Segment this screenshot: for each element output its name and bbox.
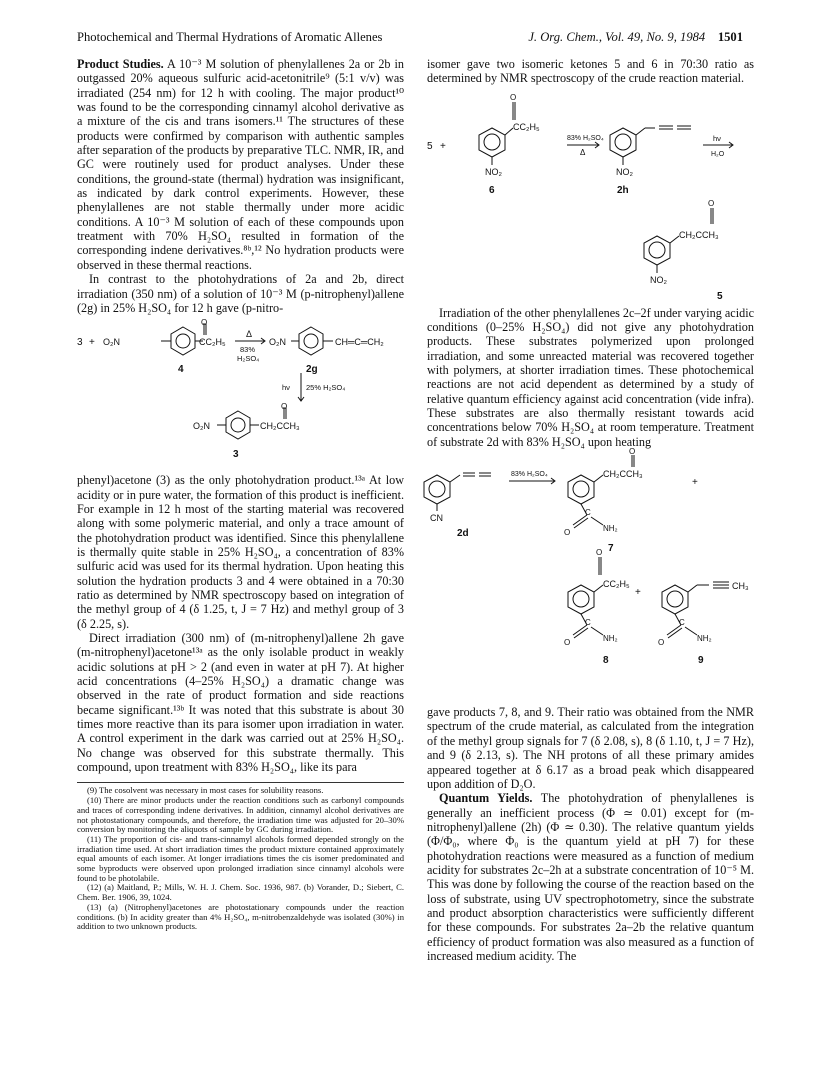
scheme-3-drawing [427, 447, 754, 701]
nitro-group: O₂N [103, 337, 120, 348]
carbonyl-oxygen: O [596, 548, 603, 558]
acid-condition: 83% H₂SO₄ [511, 471, 548, 479]
scheme-1 [77, 318, 404, 469]
nitro-group: O₂N [269, 337, 286, 348]
compound-6-label: 6 [489, 184, 495, 196]
carbonyl-oxygen: O [510, 92, 517, 102]
plus-sign: + [440, 140, 446, 152]
journal-citation: J. Org. Chem., Vol. 49, No. 9, 1984 [528, 30, 706, 44]
benzene-ring [424, 475, 450, 504]
left-column [77, 57, 404, 932]
paragraph-quantum-yields [427, 791, 754, 963]
nitrile-group: CN [430, 513, 443, 524]
carbonyl-oxygen: O [629, 447, 636, 457]
hv-symbol: hν [713, 133, 721, 143]
benzene-ring [568, 475, 594, 504]
benzene-ring [226, 411, 250, 439]
plus-sign: + [692, 477, 698, 489]
propanoyl-group: CC₂H₅ [199, 337, 226, 348]
amide-nh2: NH₂ [697, 634, 712, 644]
benzene-ring [171, 327, 195, 355]
hv-symbol: hν [282, 383, 290, 393]
section-heading: Product Studies. [77, 57, 164, 71]
running-header [77, 30, 743, 48]
paragraph-products-789: gave products 7, 8, and 9. Their ratio was obtained from the NMR spectrum of the crude material, as calculated from the integration of the methyl group signals for 7 (δ 2.08, s), 8 (δ 1.10, t, J = 7 Hz), and 9 (δ 2.13, s). The NH protons of all these primary amides appeared together at δ 6.17 as a broad peak which disappeared upon addition of D₂O. [427, 705, 754, 791]
scheme-3 [427, 447, 754, 701]
allene-group: CH═C═CH₂ [335, 337, 384, 348]
paragraph-text: A 10⁻³ M solution of phenylallenes 2a or 2b in outgassed 20% aqueous sulfuric acid-acetonitrile⁹ (5:1 v/v) was irradiated (254 nm) for 12 h with cooling. The major product¹⁰ was found to be the corresponding cinnamyl alcohol derivative as a mixture of the cis and trans isomers.¹¹ The structures of these products were confirmed by comparison with authentic samples after separation of the products by preparative TLC. NMR, IR, and GC were routinely used for product analyses. Under these conditions, the ground-state (thermal) hydration was insignificant, as indicated by dark control experiments. However, these phenylallenes are not stable thermally under more acidic conditions. A 10⁻³ M solution of each of these compounds upon treatment with 70% H₂SO₄ resulted in formation of the corresponding indene derivatives.⁸ᵇ,¹² No hydration products were observed in these thermal reactions. [77, 57, 405, 272]
section-heading: Quantum Yields. [439, 791, 533, 806]
paragraph-acetone-product: phenyl)acetone (3) as the only photohydration product.¹³ᵃ At low acidity or in pure water, the formation of this product is inefficient. For example in 12 h most of the starting material was recovered along with some polymeric material, and only a trace amount of the photohydration product was identified. Since this phenylallene is thermally quite stable in 25% H₂SO₄, a concentration of 83% sulfuric acid was used for its thermal hydration. Upon heating this solution the hydration products 3 and 4 were obtained in a 70:30 ratio as determined by NMR spectroscopy based on integration of the methyl group of 4 (δ 1.25, t, J = 7 Hz) and methyl group of 3 (δ 2.25, s). [77, 473, 404, 631]
compound-3-label: 3 [77, 337, 83, 349]
acetonyl-group: CH₂CCH₃ [260, 421, 300, 432]
footnote-13: (13) (a) (Nitrophenyl)acetones are photostationary compounds under the reaction conditions. (b) In acidity greater than 4% H₂SO₄, m-nitrobenzaldehyde was isolated (30%) in addition to two unknown products. [77, 901, 404, 932]
footnote-10: (10) There are minor products under the reaction conditions such as carbonyl compounds and traces of corresponding indene derivatives. In addition, cinnamyl alcohol derivatives are not photostationary compounds, and therefore, the irradiation time was adjusted for 20–30% conversion by monitoring the aliquots of sample by GC during irradiation. [77, 795, 404, 835]
nitro-group: NO₂ [650, 274, 667, 285]
carbonyl-oxygen: O [201, 318, 208, 328]
compound-2h-label: 2h [617, 184, 629, 196]
footnote-11: (11) The proportion of cis- and trans-cinnamyl alcohols formed depended strongly on the irradiation time used. At short irradiation times the product mixture contained approximately equal amounts of each isomer. At longer irradiations times the cis isomer predominated and some byproducts were observed upon prolonged irradiation since cinnamyl alcohols were found to be photolabile. [77, 833, 404, 883]
compound-9-label: 9 [698, 655, 704, 667]
carbonyl-oxygen: O [658, 638, 665, 648]
benzene-ring [299, 327, 323, 355]
header-journal [528, 30, 743, 45]
compound-2g-label: 2g [306, 364, 318, 376]
acetonyl-group: CH₂CCH₃ [603, 469, 643, 480]
water-formula: H₂O [711, 150, 725, 158]
acid-condition: 83% H₂SO₄ [567, 134, 604, 142]
plus-sign: + [89, 337, 95, 349]
paragraph-product-studies [77, 57, 404, 272]
footnote-12: (12) (a) Maitland, P.; Mills, W. H. J. Chem. Soc. 1936, 987. (b) Vorander, D.; Siebert, C. Chem. Ber. 1906, 39, 1024. [77, 882, 404, 903]
benzene-ring [662, 585, 688, 614]
nitro-group: O₂N [193, 421, 210, 432]
compound-4-label: 4 [178, 364, 184, 376]
acid-formula: H₂SO₄ [237, 354, 260, 364]
footnote-9: (9) The cosolvent was necessary in most cases for solubility reasons. [87, 785, 324, 796]
photo-condition: 25% H₂SO₄ [306, 383, 346, 393]
carbonyl-oxygen: O [564, 528, 571, 538]
carbonyl-oxygen: O [708, 198, 715, 208]
carbonyl-oxygen: O [281, 402, 288, 412]
footnotes [77, 782, 404, 932]
benzene-ring [568, 585, 594, 614]
paragraph-photohydration-2g: In contrast to the photohydrations of 2a and 2b, direct irradiation (350 nm) of a solution of 10⁻³ M (p-nitrophenyl)allene (2g) in 25% H₂SO₄ for 12 h gave (p-nitro- [77, 272, 404, 315]
amide-nh2: NH₂ [603, 634, 618, 644]
compound-3-product-label: 3 [233, 449, 239, 461]
header-title: Photochemical and Thermal Hydrations of Aromatic Allenes [77, 30, 383, 44]
nitro-group: NO₂ [616, 166, 633, 177]
amide-carbon: C [585, 618, 591, 628]
paragraph-other-phenylallenes: Irradiation of the other phenylallenes 2c–2f under varying acidic conditions (0–25% H₂SO₄) did not give any photohydration products. These substrates polymerized upon prolonged irradiation, and some unreacted material was recovered together with polymers, at shorter irradiation times. These photochemical reactions are not acid dependent as determined by a study of relative quantum efficiency against acid concentration (vide infra). These substrates are also thermally resistant towards acid concentrations below 70% H₂SO₄ at room temperature. Treatment of substrate 2d with 83% H₂SO₄ upon heating [427, 305, 754, 449]
amide-carbon: C [679, 618, 685, 628]
paragraph-isomer-ketones: isomer gave two isomeric ketones 5 and 6 in 70:30 ratio as determined by NMR spectroscopy of the crude reaction material. [427, 57, 754, 86]
paragraph-text: The photohydration of phenylallenes is generally an inefficient process (Φ ≃ 0.01) except for (m-nitrophenyl)allene (2h) (Φ ≃ 0.30). The relative quantum yields (Φ/Φ₀, where Φ₀ is the quantum yield at pH 7) for these photohydration reactions were measured as a function of medium acidity for substrates 2c–2h at a substrate concentration of 10⁻⁵ M. This was done by following the course of the reaction based on the loss of substrate, using UV spectrophotometry, since the substrate and product absorption characteristics were sufficiently different for these compounds. For substrates 2a–2b the relative quantum efficiency of product formation was also measured as a function of increased medium acidity. The [427, 791, 754, 963]
propanoyl-group: CC₂H₅ [513, 121, 540, 132]
heat-symbol: Δ [246, 329, 253, 340]
acid-percent: 83% [240, 345, 256, 355]
benzene-ring [479, 128, 505, 157]
propanoyl-group: CC₂H₅ [603, 579, 630, 590]
amide-carbon: C [585, 508, 591, 518]
compound-8-label: 8 [603, 655, 609, 667]
paragraph-2h-irradiation: Direct irradiation (300 nm) of (m-nitrophenyl)allene 2h gave (m-nitrophenyl)acetone¹³ᵃ as the only isolable product in weakly acidic solutions at pH > 2 (and even in water at pH 7). At higher acid concentrations (4–25% H₂SO₄) a dramatic change was observed in the rate of product formation and side reactions became significant.¹³ᵇ It was noted that this substrate is about 30 times more reactive than its para isomer upon irradiation in water. A control experiment in the dark was carried out at 25% H₂SO₄. No change was observed for this substrate thermally. This compound, upon treatment with 83% H₂SO₄, like its para [77, 630, 404, 775]
compound-2d-label: 2d [457, 528, 469, 540]
scheme-1-drawing [77, 318, 404, 469]
benzene-ring [610, 128, 636, 157]
carbonyl-oxygen: O [564, 638, 571, 648]
benzene-ring [644, 236, 670, 265]
compound-5-label: 5 [427, 140, 433, 152]
compound-7-label: 7 [608, 543, 614, 555]
right-column [427, 57, 754, 963]
methyl-group: CH₃ [732, 581, 749, 592]
compound-5-product-label: 5 [717, 290, 723, 302]
nitro-group: NO₂ [485, 166, 502, 177]
page-number: 1501 [717, 30, 743, 44]
scheme-2-drawing [427, 92, 754, 302]
heat-symbol: Δ [580, 147, 586, 157]
amide-nh2: NH₂ [603, 524, 618, 534]
scheme-2 [427, 92, 754, 302]
acetonyl-group: CH₂CCH₃ [679, 229, 719, 240]
plus-sign: + [635, 587, 641, 599]
